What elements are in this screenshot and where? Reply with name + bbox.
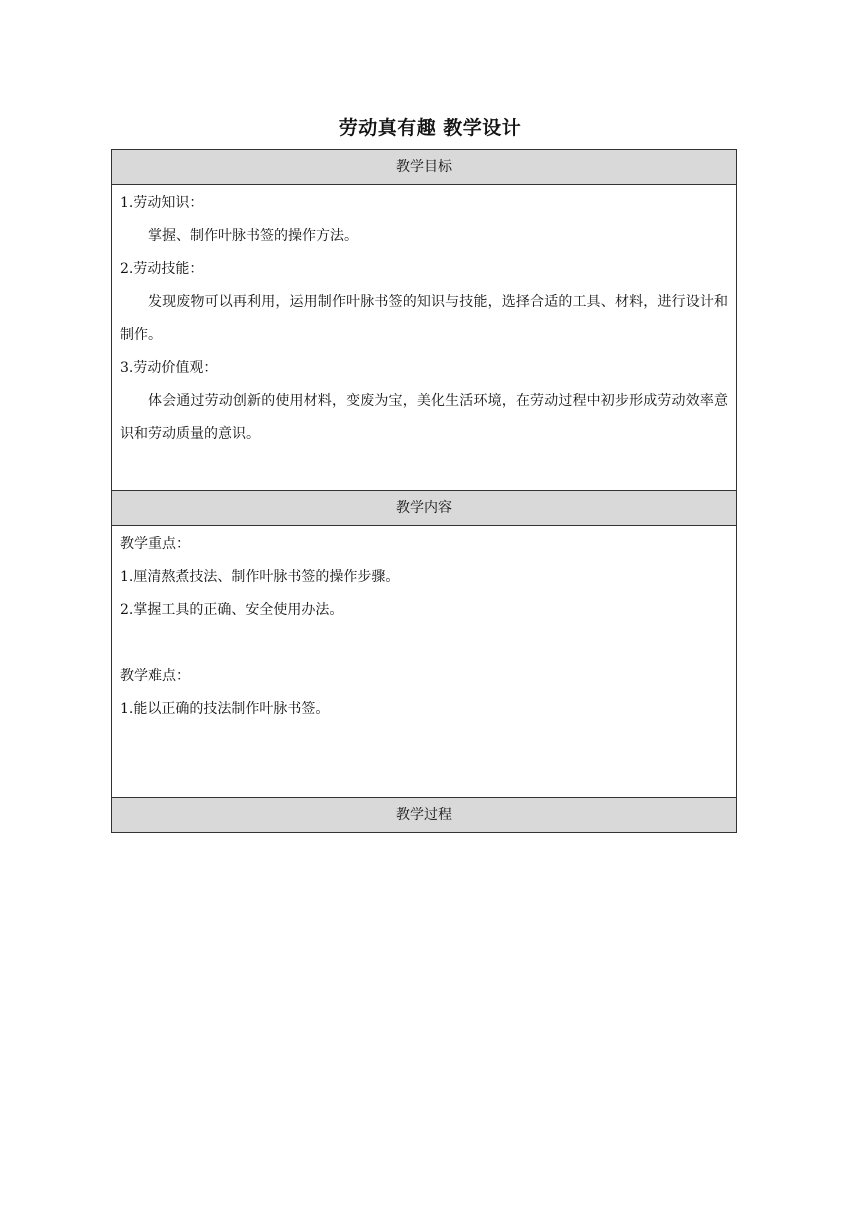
- objective-heading-skills: 2.劳动技能：: [120, 261, 204, 277]
- difficulty-item: 1.能以正确的技法制作叶脉书签。: [120, 701, 330, 717]
- content-header: 教学内容: [112, 491, 737, 526]
- objectives-section: [112, 185, 737, 491]
- objective-text-skills: 发现废物可以再利用，运用制作叶脉书签的知识与技能，选择合适的工具、材料，进行设计和制作。: [120, 294, 728, 343]
- document-title: 劳动真有趣 教学设计: [338, 117, 522, 139]
- objectives-header: 教学目标: [112, 150, 737, 185]
- lesson-plan-table: [111, 149, 737, 833]
- difficulties-label: 教学难点：: [120, 668, 190, 684]
- objective-heading-knowledge: 1.劳动知识：: [120, 195, 204, 211]
- key-point-item: 2.掌握工具的正确、安全使用办法。: [120, 602, 344, 618]
- content-section: [112, 526, 737, 798]
- objective-text-knowledge: 掌握、制作叶脉书签的操作方法。: [148, 228, 358, 244]
- key-points-label: 教学重点：: [120, 536, 190, 552]
- objective-text-values: 体会通过劳动创新的使用材料，变废为宝，美化生活环境，在劳动过程中初步形成劳动效率意识和劳动质量的意识。: [120, 393, 728, 442]
- key-point-item: 1.厘清熬煮技法、制作叶脉书签的操作步骤。: [120, 569, 400, 585]
- process-header: 教学过程: [112, 798, 737, 833]
- spacer: [120, 627, 728, 660]
- objective-heading-values: 3.劳动价值观：: [120, 360, 218, 376]
